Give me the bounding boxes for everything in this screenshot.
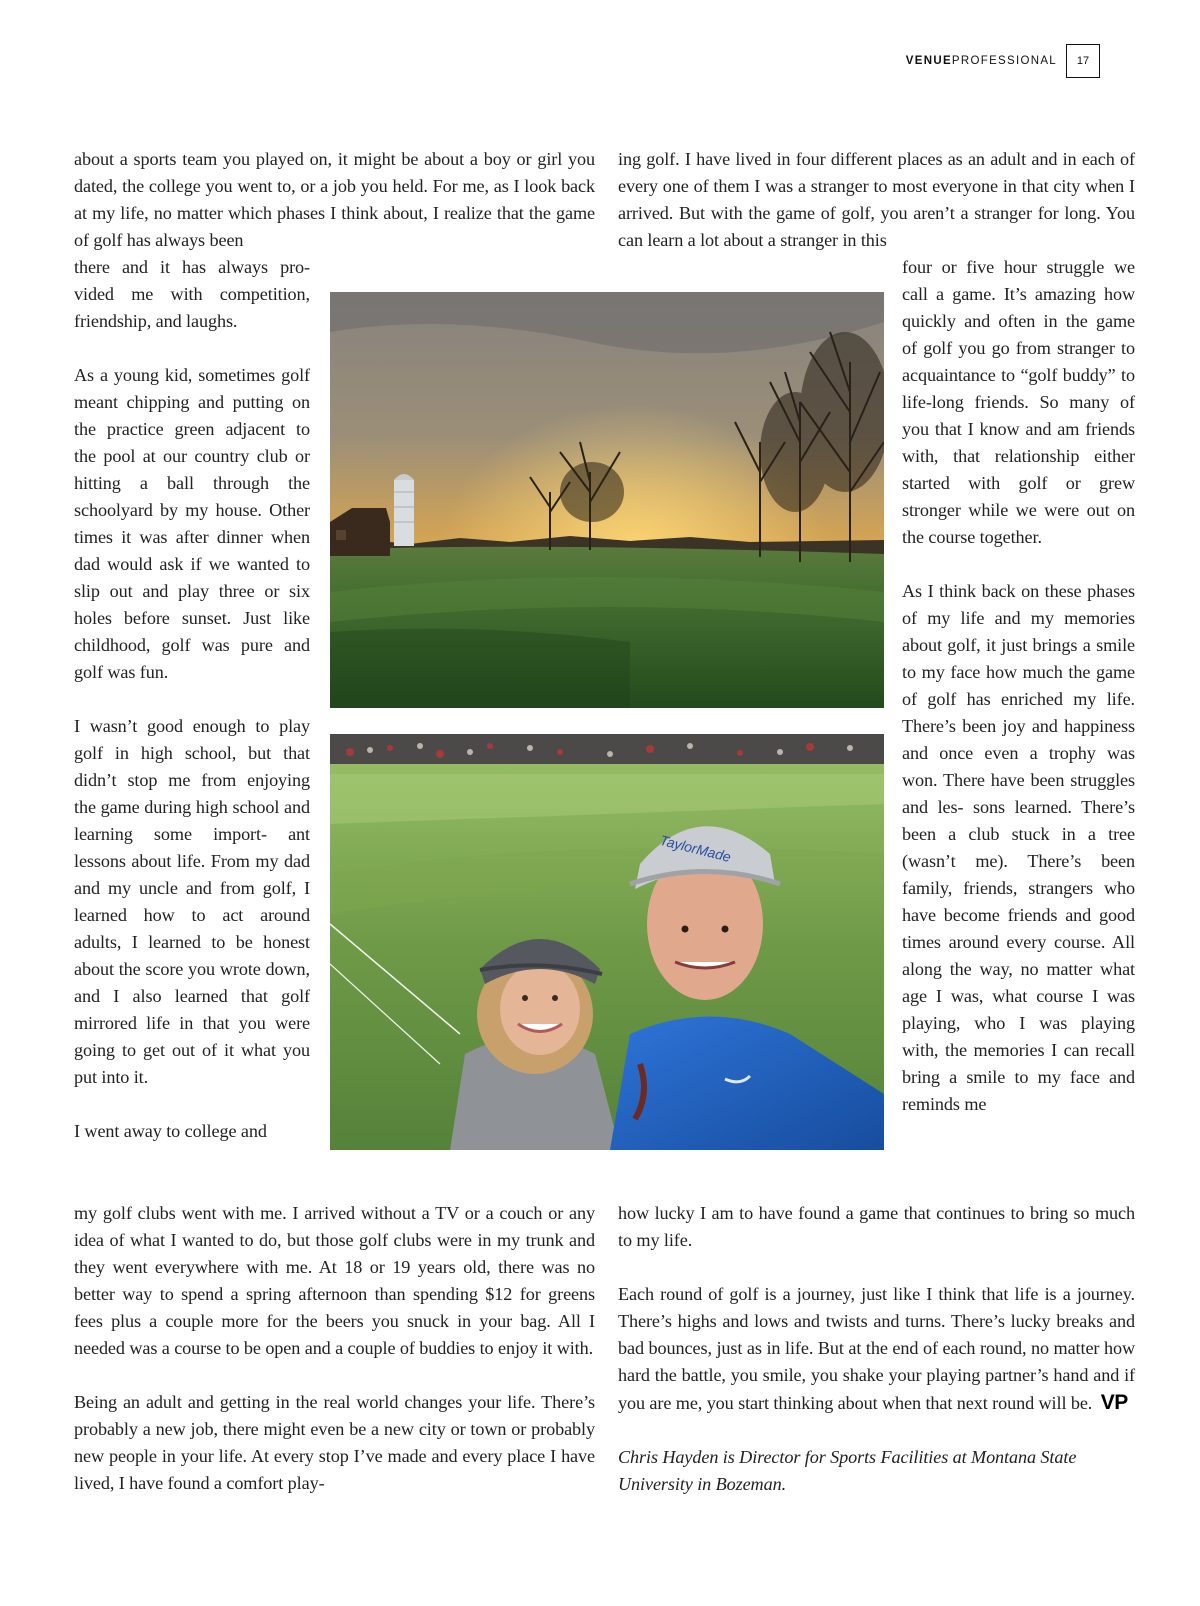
left-column-top xyxy=(74,146,595,254)
line: vided me with competition, xyxy=(74,284,310,304)
paragraph: about a sports team you played on, it might be about a boy or girl you dated, the college you went to, or a job you held. For me, as I look back at my life, no matter which phases I think about, I realize that the game of golf has always been xyxy=(74,149,595,250)
right-column-bottom xyxy=(618,1200,1135,1498)
paragraph: As I think back on these phases of my life and my memories about golf, it just brings a smile to my face how much the game of golf has enriched my life. There’s been joy and happiness and once even a trophy was won. There have been struggles and les- sons learned. There’s been a club stuck in a tree (wasn’t me). There’s been family, friends, strangers who have become friends and good times around every course. All along the way, no matter what age I was, what course I was playing, who I was playing with, the memories I can recall bring a smile to my face and reminds me xyxy=(902,581,1135,1114)
paragraph: I went away to college and xyxy=(74,1121,267,1141)
paragraph-continued xyxy=(74,254,310,335)
page-number: 17 xyxy=(1066,44,1100,78)
author-byline: Chris Hayden is Director for Sports Facilities at Montana State University in Bozeman. xyxy=(618,1447,1077,1494)
paragraph: As a young kid, sometimes golf meant chipping and putting on the practice green adjacent to the pool at our country club or hitting a ball through the schoolyard by my house. Other times it was after dinner when dad would ask if we wanted to slip out and play three or six holes before sunset. Just like childhood, golf was pure and golf was fun. xyxy=(74,365,310,682)
paragraph: ing golf. I have lived in four different places as an adult and in each of every one of them I was a stranger to most everyone in that city when I arrived. But with the game of golf, you aren’t a stranger for long. You can learn a lot about a stranger in this xyxy=(618,149,1135,250)
selfie-photo xyxy=(330,734,884,1150)
paragraph: I wasn’t good enough to play golf in high school, but that didn’t stop me from enjoying the game during high school and learning some import- ant lessons about life. From my dad and my uncle and from golf, I learned how to act around adults, I learned to be honest about the score you wrote down, and I also learned that golf mirrored life in that you were going to get out of it what you put into it. xyxy=(74,716,310,1087)
paragraph: four or five hour struggle we call a game. It’s amazing how quickly and often in the game of golf you go from stranger to acquaintance to “golf buddy” to life-long friends. So many of you that I know and am friends with, that relationship either started with golf or grew stronger while we were out on the course together. xyxy=(902,257,1135,547)
right-column-narrow xyxy=(902,254,1135,1118)
magazine-brand xyxy=(906,55,1057,67)
brand-bold: VENUE xyxy=(905,55,952,67)
page-header xyxy=(906,44,1100,78)
paragraph-text: Each round of golf is a journey, just like I think that life is a journey. There’s highs and lows and twists and turns. There’s lucky breaks and bad bounces, just as in life. But at the end of each round, no matter how hard the battle, you smile, you shake your playing partner’s hand and if you are me, you start thinking about when that next round will be. xyxy=(618,1284,1135,1413)
brand-light: PROFESSIONAL xyxy=(951,55,1057,67)
paragraph xyxy=(618,1281,1135,1417)
paragraph: how lucky I am to have found a game that continues to bring so much to my life. xyxy=(618,1203,1135,1250)
svg-text:TaylorMade: TaylorMade xyxy=(658,831,733,865)
selfie-photo-image xyxy=(330,734,884,1150)
right-column-top xyxy=(618,146,1135,254)
paragraph: my golf clubs went with me. I arrived without a TV or a couch or any idea of what I wanted to do, but those golf clubs were in my trunk and they went everywhere with me. At 18 or 19 years old, there was no better way to spend a spring afternoon than spending $12 for greens fees plus a couple more for the beers you snuck in your bag. All I needed was a course to be open and a couple of buddies to enjoy it with. xyxy=(74,1203,595,1358)
sunset-photo xyxy=(330,292,884,708)
paragraph: Being an adult and getting in the real world changes your life. There’s probably a new job, there might even be a new city or town or probably new people in your life. At every stop I’ve made and every place I have lived, I have found a comfort play- xyxy=(74,1392,595,1493)
end-mark: VP xyxy=(1100,1391,1128,1414)
sunset-photo-image xyxy=(330,292,884,708)
line: friendship, and laughs. xyxy=(74,311,238,331)
left-column-narrow xyxy=(74,254,310,1145)
line: there and it has always pro- xyxy=(74,257,310,277)
left-column-bottom xyxy=(74,1200,595,1497)
